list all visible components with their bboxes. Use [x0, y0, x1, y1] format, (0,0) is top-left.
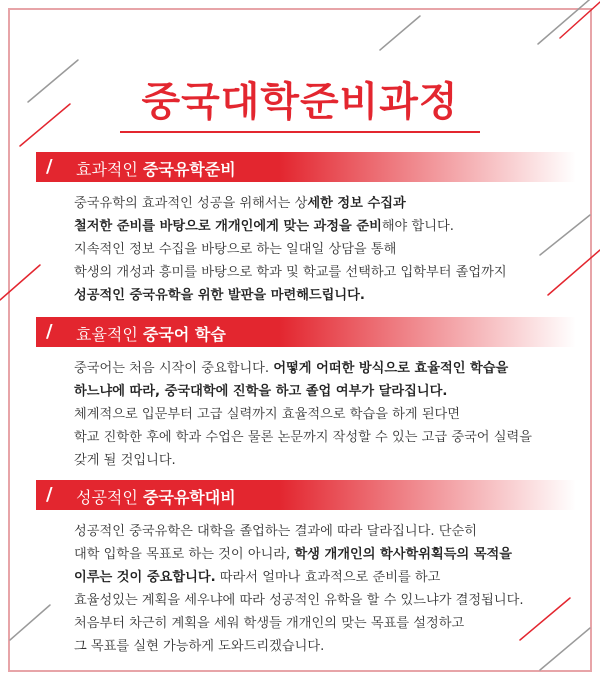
body-line	[74, 192, 576, 215]
body-text: 체계적으로 입문부터 고급 실력까지 효율적으로 학습을 하게 된다면	[74, 407, 461, 422]
body-line	[74, 449, 576, 472]
slash-icon: /	[46, 156, 53, 177]
body-text: 해야 합니다.	[381, 219, 454, 234]
body-line	[74, 589, 576, 612]
body-text: 학생의 개성과 흥미를 바탕으로 학과 및 학교를 선택하고 입학부터 졸업까지	[74, 265, 507, 280]
body-line	[74, 543, 576, 566]
body-text: 중국유학의 효과적인 성공을 위해서는 상	[74, 196, 308, 211]
emphasis-text: 세한 정보 수집과	[307, 196, 406, 211]
body-line	[74, 520, 576, 543]
body-text: 중국어는 처음 시작이 중요합니다.	[74, 361, 274, 376]
emphasis-text: 어떻게 어떠한 방식으로 효율적인 학습을	[273, 361, 509, 376]
section-header-bar	[36, 480, 576, 510]
body-line	[74, 215, 576, 238]
body-line	[74, 261, 576, 284]
section-body	[74, 357, 576, 472]
body-line	[74, 357, 576, 380]
body-text: 대학 입학을 목표로 하는 것이 아니라,	[74, 547, 295, 562]
section-header-bar	[36, 317, 576, 347]
body-text: 지속적인 정보 수집을 바탕으로 하는 일대일 상담을 통해	[74, 242, 397, 257]
section-heading: 성공적인 중국유학대비	[76, 488, 236, 507]
body-line	[74, 612, 576, 635]
section-heading: 효과적인 중국유학준비	[76, 160, 236, 179]
body-text: 성공적인 중국유학은 대학을 졸업하는 결과에 따라 달라집니다. 단순히	[74, 524, 477, 539]
slash-icon: /	[46, 484, 53, 505]
body-line	[74, 426, 576, 449]
emphasis-text: 학생 개개인의 학사학위획득의 목적을	[294, 547, 513, 562]
body-line	[74, 635, 576, 658]
body-line	[74, 238, 576, 261]
body-text: 따라서 얼마나 효과적으로 준비를 하고	[215, 570, 441, 585]
emphasis-text: 이루는 것이 중요합니다.	[74, 570, 216, 585]
body-line	[74, 566, 576, 589]
section-body	[74, 192, 576, 307]
body-text: 그 목표를 실현 가능하게 도와드리겠습니다.	[74, 639, 325, 654]
page-title: 중국대학준비과정	[0, 70, 600, 133]
title-underline	[120, 131, 480, 133]
section-body	[74, 520, 576, 658]
emphasis-text: 철저한 준비를 바탕으로 개개인에게 맞는 과정을 준비	[74, 219, 382, 234]
body-line	[74, 380, 576, 403]
section-chinese-study	[36, 317, 576, 472]
section-study-abroad	[36, 480, 576, 658]
section-heading: 효율적인 중국어 학습	[76, 325, 226, 344]
body-text: 갖게 될 것입니다.	[74, 453, 176, 468]
body-line	[74, 403, 576, 426]
slash-icon: /	[46, 321, 53, 342]
body-text: 학교 진학한 후에 학과 수업은 물론 논문까지 작성할 수 있는 고급 중국어 실력을	[74, 430, 532, 445]
body-text: 처음부터 차근히 계획을 세워 학생들 개개인의 맞는 목표를 설정하고	[74, 616, 465, 631]
body-text: 효율성있는 계획을 세우냐에 따라 성공적인 유학을 할 수 있느냐가 결정됩니다.	[74, 593, 524, 608]
section-header-bar	[36, 152, 576, 182]
emphasis-text: 하느냐에 따라, 중국대학에 진학을 하고 졸업 여부가 달라집니다.	[74, 384, 448, 399]
emphasis-text: 성공적인 중국유학을 위한 발판을 마련해드립니다.	[74, 288, 365, 303]
body-line	[74, 284, 576, 307]
section-preparation	[36, 152, 576, 307]
